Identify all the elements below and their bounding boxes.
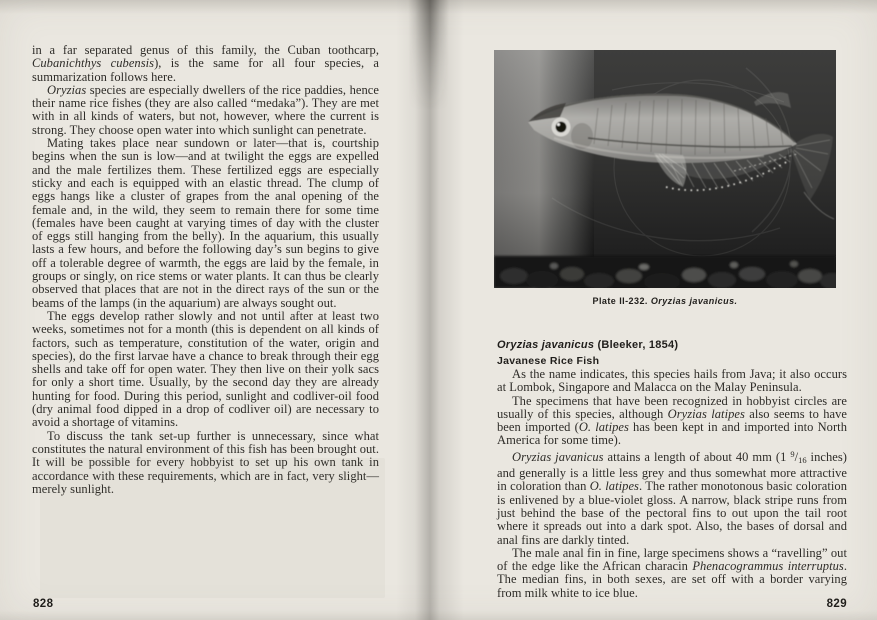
paragraph [497,368,847,395]
text-segment: 9 [790,448,795,459]
text-segment: has been kept in and imported into North America for some time). [497,420,847,448]
plate-photo [494,50,836,288]
common-name-heading: Javanese Rice Fish [497,355,600,367]
text-segment: inches) and generally is a little less grey and thus somewhat more attractive in coloration than [497,449,847,494]
right-page-text [497,368,847,600]
page-number-left: 828 [33,598,54,610]
text-segment: Oryzias latipes [667,406,745,421]
species-heading [497,339,847,351]
text-segment: in a far separated genus of this family, the Cuban toothcarp, [32,43,379,57]
text-segment: To discuss the tank set-up further is unnecessary, since what constitutes the natural environment of this fish has been brought out. It will be possible for every hobbyist to set up his own tank in accordance with these requirements, which are in fact, very slight—merely sunlight. [32,428,379,496]
text-segment: species are especially dwellers of the rice paddies, hence their name rice fishes (they are also called “medaka”). They are met with in all kinds of waters, but not, however, where the current is strong. They choose open water into which sunlight can penetrate. [32,82,379,137]
text-segment: Oryzias javanicus [497,339,595,351]
text-segment: O. latipes [578,420,629,435]
gutter-shadow [396,0,464,620]
text-segment: attains a length of about 40 mm (1 [603,449,791,464]
paragraph [32,310,379,430]
left-page-text [32,44,379,496]
text-segment: The specimens that have been recognized in hobbyist circles are usually of this species, although [497,393,847,421]
paragraph [497,547,847,600]
text-segment: ), is the same for all four species, a summarization follows here. [32,56,379,84]
text-segment: Phenacogrammus interruptus [692,559,844,574]
paragraph [32,430,379,496]
page-number-right: 829 [826,598,847,610]
text-segment: . The median fins, in both sexes, are set off with a border varying from milk white to ice blue. [497,559,847,600]
plate-caption [494,296,836,306]
text-segment: also seems to have been imported ( [497,406,847,435]
text-segment: Cubanichthys cubensis [32,56,155,71]
paragraph [497,448,847,547]
paragraph [32,44,379,84]
text-segment: Oryzias [47,82,87,97]
text-segment: 16 [798,454,807,465]
text-segment: Plate II-232. [592,296,651,306]
text-segment: (Bleeker, 1854) [594,339,679,351]
text-segment: As the name indicates, this species hails from Java; it also occurs at Lombok, Singapore and Malacca on the Malay Peninsula. [497,367,847,395]
text-segment: . The rather monotonous basic coloration is enlivened by a blue-violet gloss. A narrow, black stripe runs from just behind the base of the pectoral fins to out upon the tail root where it spreads out into a dark spot. Also, the bases of dorsal and anal fins are darkly tinted. [497,479,847,547]
text-segment: / [794,449,799,464]
text-segment: Oryzias javanicus. [650,296,738,306]
paragraph [32,137,379,310]
paragraph [497,395,847,448]
paragraph [32,84,379,137]
text-segment: The eggs develop rather slowly and not until after at least two weeks, sometimes not for a month (this is dependent on all kinds of factors, such as temperature, constitution of the water, origin and species), do the first larvae have a chance to break through their egg shells and take off for open water. They then live on their yolk sacs for only a short time. Usually, by the second day they are already hunting for food. During this period, sunlight and codliver-oil food (dry animal food dipped in a drop of codliver oil) are necessary to avoid a shortage of vitamins. [32,308,379,430]
text-segment: O. latipes [589,479,639,494]
text-segment: Mating takes place near sundown or later—that is, courtship begins when the sun is low—and at twilight the eggs are expelled and the male fertilizes them. These fertilized eggs are especially sticky and each is equipped with an elastic thread. The clump of eggs hangs like a cluster of grapes from the anal opening of the female and, in the wild, they seem to remain there for some time (females have been caught at varying times of day with the cluster of eggs still hanging from the belly). In the aquarium, this usually lasts a few hours, and before the following day’s sun begins to give off a tolerable degree of warmth, the eggs are laid by the female, in groups or singly, on rice stems or water plants. It can thus be clearly observed that places that are not in the direct rays of the sun or the beams of the lamps (in the aquarium) are always sought out. [32,136,379,310]
fish-photo-graphic [494,50,836,288]
text-segment: The male anal fin in fine, large specimens shows a “ravelling” out of the edge like the African characin [497,545,847,574]
text-segment: Oryzias javanicus [512,449,604,464]
